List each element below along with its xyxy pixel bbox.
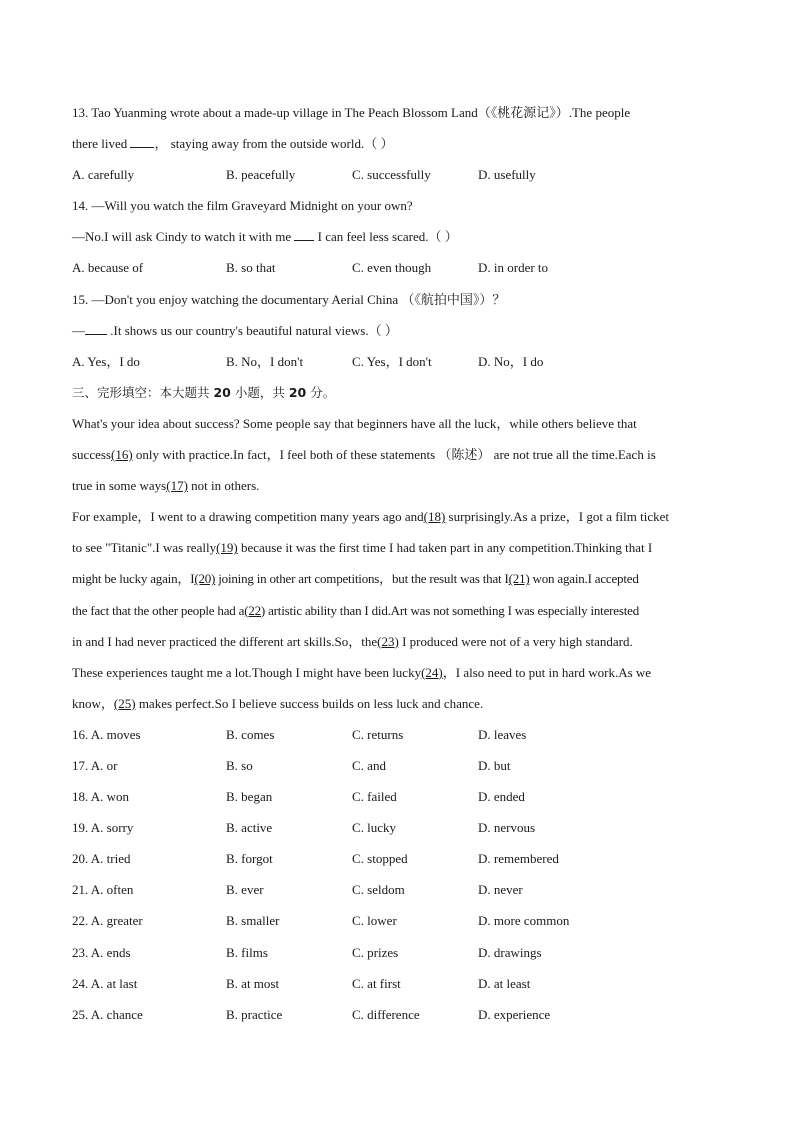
q14-option-b: B. so that [226,260,276,276]
passage-text: might be lucky again，I [72,571,195,587]
choice-row-19 [72,816,722,847]
blank-16: (16) [111,447,133,463]
q14-stem-line2 [72,225,722,256]
choice-16-c: C. returns [352,726,404,742]
passage-text: in and I had never practiced the different art skills.So，the [72,633,378,649]
choice-23-b: B. films [226,944,268,960]
q14-option-c: C. even though [352,260,432,276]
blank-22: (22) [244,602,266,618]
q13-stem-text-b: ， staying away from the outside world.（ ） [154,136,394,152]
choice-row-25 [72,1003,722,1034]
choice-16-a: 16. A. moves [72,726,141,742]
choice-row-16 [72,723,722,754]
section-3-mid: 小题，共 [230,384,289,400]
choice-19-b: B. active [226,820,273,836]
choice-row-22 [72,909,722,940]
q13-options [72,163,722,194]
blank-17: (17) [166,478,188,494]
section-3-suffix: 分。 [306,384,336,400]
choice-row-21 [72,878,722,909]
choice-20-d: D. remembered [478,851,559,867]
choice-23-c: C. prizes [352,944,399,960]
passage-line-1: What's your idea about success? Some people say that beginners have all the luck，while others believe that [72,415,637,431]
choice-17-a: 17. A. or [72,757,118,773]
choice-24-b: B. at most [226,975,280,991]
q14-option-d: D. in order to [478,260,549,276]
choice-25-c: C. difference [352,1006,420,1022]
choice-21-b: B. ever [226,882,264,898]
choice-21-c: C. seldom [352,882,405,898]
choice-row-24 [72,972,722,1003]
passage-text: For example，I went to a drawing competition many years ago and [72,509,424,525]
passage-text: makes perfect.So I believe success builds on less luck and chance. [135,695,484,711]
passage-line-9 [72,661,722,692]
cloze-choices [72,723,722,1034]
q15-stem-line2 [72,319,722,350]
passage-line-7 [72,599,722,630]
q15-stem-text-a: — [72,322,85,338]
choice-23-a: 23. A. ends [72,944,131,960]
choice-16-d: D. leaves [478,726,527,742]
q15-stem-line1: 15. —Don't you enjoy watching the documentary Aerial China （《航拍中国》）？ [72,291,506,307]
q15-option-b: B. No，I don't [226,353,304,369]
exam-page [72,101,722,1034]
choice-25-d: D. experience [478,1006,551,1022]
choice-25-b: B. practice [226,1006,283,1022]
passage-text: joining in other art competitions，but the result was that I [215,571,509,587]
choice-20-b: B. forgot [226,851,273,867]
q13-option-d: D. usefully [478,167,536,183]
choice-20-c: C. stopped [352,851,408,867]
choice-18-b: B. began [226,789,273,805]
q14-stem-line1: 14. —Will you watch the film Graveyard Midnight on your own? [72,198,413,214]
passage-text: only with practice.In fact，I feel both of these statements （陈述） are not true all the time.Each is [132,447,656,463]
blank-19: (19) [216,540,238,556]
choice-17-b: B. so [226,757,253,773]
passage-text: These experiences taught me a lot.Though I might have been lucky [72,664,422,680]
section-3-prefix: 三、完形填空：本大题共 [72,384,214,400]
choice-23-d: D. drawings [478,944,542,960]
passage-text: not in others. [187,478,260,494]
q15-options [72,350,722,381]
passage-text: surprisingly.As a prize，I got a film ticket [445,509,670,525]
choice-21-a: 21. A. often [72,882,134,898]
q13-option-b: B. peacefully [226,167,296,183]
section-3-question-count: 20 [213,384,231,400]
passage-line-4 [72,505,722,536]
choice-row-23 [72,941,722,972]
choice-19-d: D. nervous [478,820,536,836]
choice-24-a: 24. A. at last [72,975,138,991]
q13-stem-line2 [72,132,722,163]
choice-24-c: C. at first [352,975,401,991]
q15-option-c: C. Yes，I don't [352,353,432,369]
choice-18-d: D. ended [478,789,525,805]
passage-line-8 [72,630,722,661]
passage-text: artistic ability than I did.Art was not something I was especially interested [265,602,640,618]
choice-17-c: C. and [352,757,386,773]
section-3-heading [72,381,722,412]
q13-stem-line1: 13. Tao Yuanming wrote about a made-up village in The Peach Blossom Land（《桃花源记》）.The people [72,105,631,120]
passage-text: success [72,447,111,463]
passage-line-3 [72,474,722,505]
blank-24: (24) [421,664,443,680]
section-3-score-count: 20 [288,384,307,400]
q14-answer-blank [294,228,314,241]
q14-stem-text-a: —No.I will ask Cindy to watch it with me [72,229,295,245]
blank-23: (23) [377,633,399,649]
choice-17-d: D. but [478,757,511,773]
blank-18: (18) [423,509,446,525]
q13-option-a: A. carefully [72,167,135,183]
choice-22-b: B. smaller [226,913,280,929]
q14-option-a: A. because of [72,260,144,276]
choice-16-b: B. comes [226,726,275,742]
passage-line-5 [72,536,722,567]
blank-25: (25) [113,695,136,711]
choice-row-20 [72,847,722,878]
choice-21-d: D. never [478,882,523,898]
q15-stem-text-b: .It shows us our country's beautiful natural views.（ ） [107,322,398,338]
passage-line-10 [72,692,722,723]
choice-22-a: 22. A. greater [72,913,143,929]
passage-line-6 [72,567,722,598]
choice-22-d: D. more common [478,913,570,929]
choice-18-a: 18. A. won [72,789,130,805]
q15-option-a: A. Yes，I do [72,353,140,369]
q14-stem-text-b: I can feel less scared.（ ） [314,229,458,245]
passage-text: ，I also need to put in hard work.As we [442,664,652,680]
choice-22-c: C. lower [352,913,397,929]
passage-text: because it was the first time I had taken part in any competition.Thinking that I [237,540,653,556]
q13-option-c: C. successfully [352,167,431,183]
passage-line-2 [72,443,722,474]
q13-stem-text-a: there lived [72,136,131,152]
passage-text: I produced were not of a very high standard. [398,633,633,649]
passage-text: true in some ways [72,478,167,494]
blank-21: (21) [508,571,530,587]
passage-text: won again.I accepted [529,571,639,587]
choice-row-18 [72,785,722,816]
choice-25-a: 25. A. chance [72,1006,143,1022]
q14-options [72,256,722,287]
choice-19-c: C. lucky [352,820,397,836]
q15-option-d: D. No，I do [478,353,544,369]
q13-answer-blank [130,135,154,148]
passage-text: know， [72,695,114,711]
blank-20: (20) [194,571,216,587]
q15-answer-blank [85,322,107,335]
passage-text: the fact that the other people had a [72,602,245,618]
choice-24-d: D. at least [478,975,531,991]
choice-19-a: 19. A. sorry [72,820,134,836]
choice-row-17 [72,754,722,785]
passage-text: to see "Titanic".I was really [72,540,217,556]
choice-20-a: 20. A. tried [72,851,131,867]
choice-18-c: C. failed [352,789,397,805]
